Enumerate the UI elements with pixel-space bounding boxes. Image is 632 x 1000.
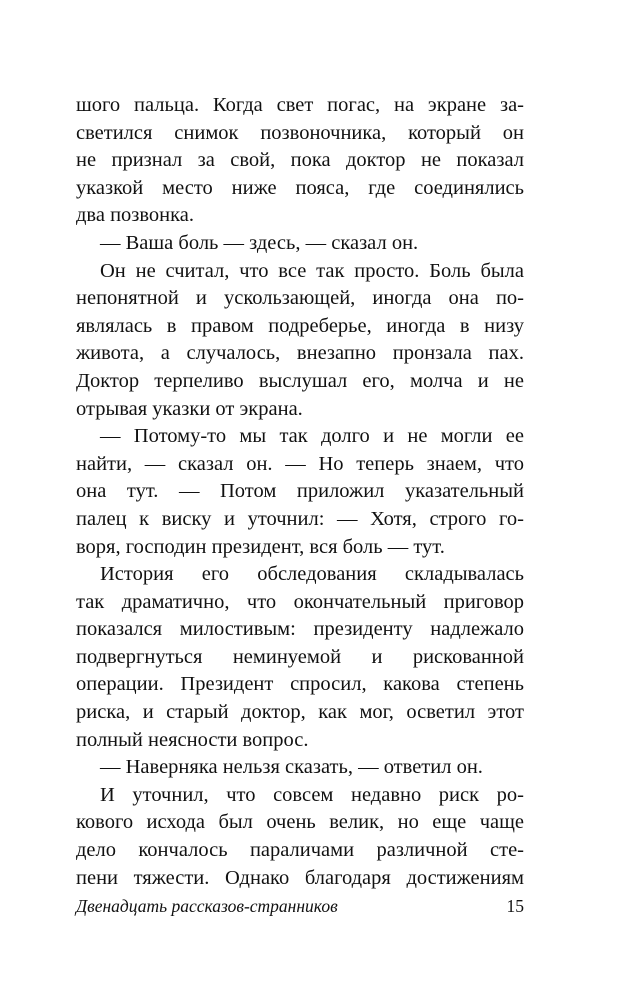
page-footer — [76, 893, 524, 919]
text-line: палец к виску и уточнил: — Хотя, строго го- — [76, 507, 524, 530]
text-line: живота, а случалось, внезапно пронзала пах. — [76, 342, 524, 365]
text-line: операции. Президент спросил, какова степень — [76, 673, 524, 696]
text-line: воря, господин президент, вся боль — тут. — [76, 535, 445, 558]
text-line: кового исхода был очень велик, но еще чаще — [76, 811, 524, 834]
text-line: непонятной и ускользающей, иногда она по- — [76, 287, 524, 310]
text-line: светился снимок позвоночника, который он — [76, 121, 524, 144]
text-line: отрывая указки от экрана. — [76, 397, 303, 420]
page-body — [76, 92, 524, 892]
text-line: риска, и старый доктор, как мог, осветил этот — [76, 701, 524, 724]
page-number: 15 — [506, 896, 524, 916]
text-line: показался милостивым: президенту надлежало — [76, 618, 524, 641]
text-line: полный неясности вопрос. — [76, 728, 309, 751]
text-line: шого пальца. Когда свет погас, на экране за- — [76, 94, 524, 116]
dialogue-line: — Потому-то мы так долго и не могли ее — [100, 425, 524, 448]
paragraph-start: Он не считал, что все так просто. Боль была — [100, 259, 524, 282]
dialogue-line: — Ваша боль — здесь, — сказал он. — [100, 231, 419, 254]
running-footer-title: Двенадцать рассказов-странников — [76, 896, 338, 916]
text-line: подвергнуться неминуемой и рискованной — [76, 645, 524, 668]
text-line: указкой место ниже пояса, где соединялись — [76, 176, 524, 199]
paragraph-start: И уточнил, что совсем недавно риск ро- — [100, 783, 524, 806]
text-line: являлась в правом подреберье, иногда в низу — [76, 314, 524, 337]
text-line: не признал за свой, пока доктор не показал — [76, 149, 524, 172]
dialogue-line: — Наверняка нельзя сказать, — ответил он. — [100, 756, 483, 779]
text-line: Доктор терпеливо выслушал его, молча и не — [76, 369, 524, 392]
text-line: найти, — сказал он. — Но теперь знаем, что — [76, 452, 524, 475]
text-line: дело кончалось параличами различной сте- — [76, 839, 524, 862]
text-line: она тут. — Потом приложил указательный — [76, 480, 524, 503]
paragraph-start: История его обследования складывалась — [100, 563, 524, 586]
text-line: так драматично, что окончательный приговор — [76, 590, 524, 613]
text-line: два позвонка. — [76, 204, 195, 227]
text-line: пени тяжести. Однако благодаря достижениям — [76, 866, 524, 889]
